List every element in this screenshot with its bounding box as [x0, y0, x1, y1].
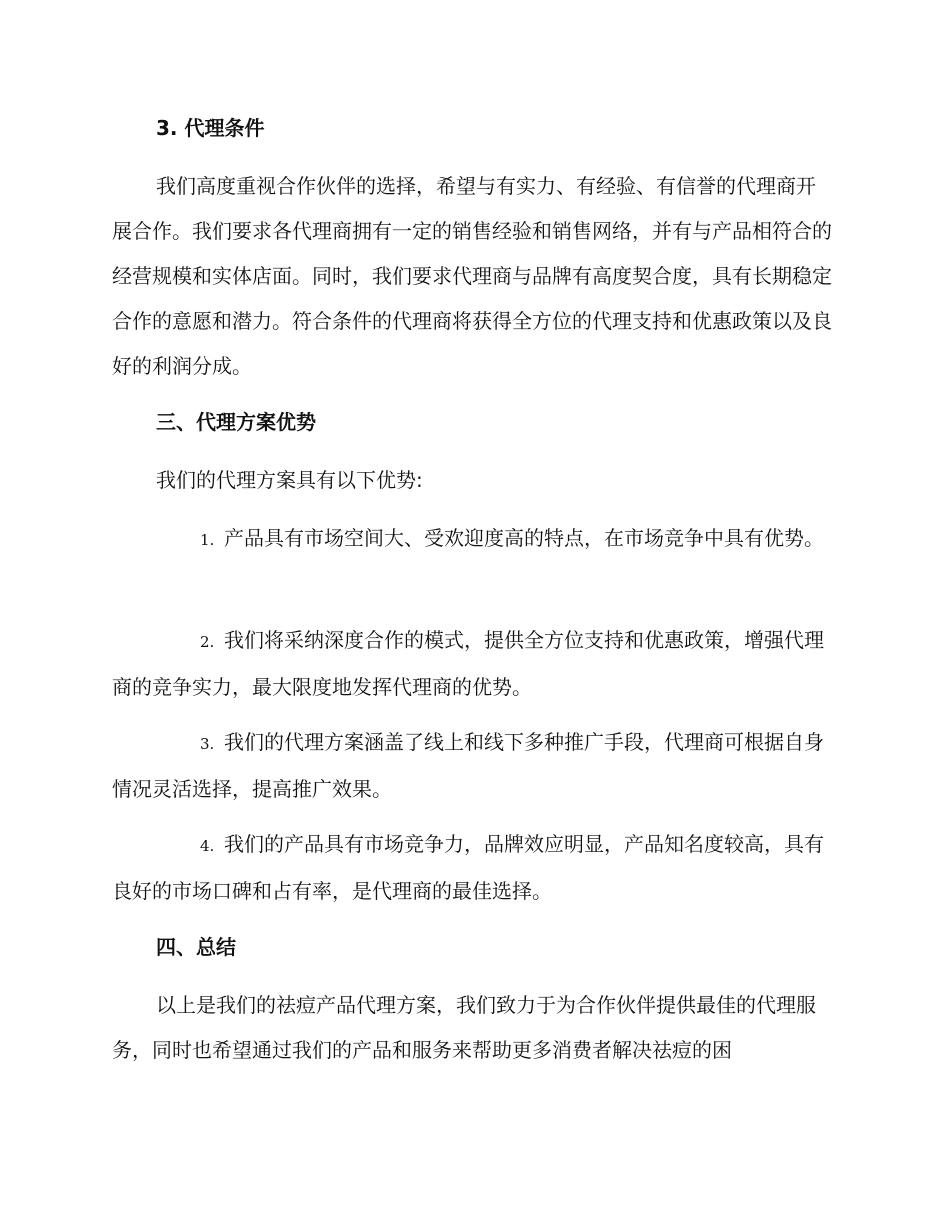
- list-item: [112, 618, 832, 710]
- list-item-number: 3.: [200, 735, 215, 753]
- list-item: [112, 720, 832, 812]
- section-3-heading: 3. 代理条件: [156, 116, 265, 140]
- summary-heading: 四、总结: [156, 935, 236, 959]
- list-item-text: 产品具有市场空间大、受欢迎度高的特点，在市场竞争中具有优势。: [224, 526, 824, 550]
- list-item-number: 4.: [200, 837, 215, 855]
- list-item-text: 我们的代理方案涵盖了线上和线下多种推广手段，代理商可根据自身情况灵活选择，提高推广效果。: [112, 730, 824, 801]
- section-3-paragraph: 我们高度重视合作伙伴的选择，希望与有实力、有经验、有信誉的代理商开展合作。我们要求各代理商拥有一定的销售经验和销售网络，并有与产品相符合的经营规模和实体店面。同时，我们要求代理商与品牌有高度契合度，具有长期稳定合作的意愿和潜力。符合条件的代理商将获得全方位的代理支持和优惠政策以及良好的利润分成。: [112, 174, 832, 378]
- advantages-heading: 三、代理方案优势: [156, 410, 316, 434]
- summary-paragraph: 以上是我们的祛痘产品代理方案，我们致力于为合作伙伴提供最佳的代理服务，同时也希望通过我们的产品和服务来帮助更多消费者解决祛痘的困: [112, 993, 816, 1062]
- list-item: [112, 822, 832, 914]
- list-item-text: 我们的产品具有市场竞争力，品牌效应明显，产品知名度较高，具有良好的市场口碑和占有率，是代理商的最佳选择。: [112, 832, 824, 903]
- list-item-number: 1.: [200, 531, 215, 549]
- list-item-text: 我们将采纳深度合作的模式，提供全方位支持和优惠政策，增强代理商的竞争实力，最大限度地发挥代理商的优势。: [112, 628, 824, 699]
- advantages-intro: 我们的代理方案具有以下优势:: [156, 468, 423, 492]
- list-item: [112, 516, 832, 563]
- list-item-number: 2.: [200, 633, 215, 651]
